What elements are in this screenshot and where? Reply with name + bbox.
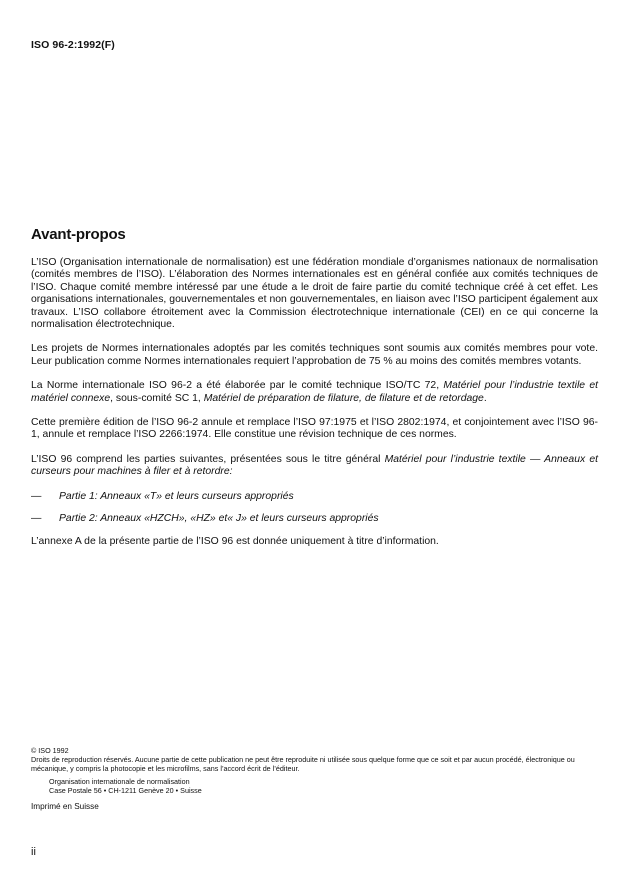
list-dash: — (31, 490, 42, 502)
list-item-text: Partie 2: Anneaux «HZCH», «HZ» et« J» et leurs curseurs appropriés (59, 513, 379, 525)
copyright-line: © ISO 1992 (31, 746, 69, 755)
paragraph-6: L’annexe A de la présente partie de l’ISO 96 est donnée uniquement à titre d’information. (31, 535, 439, 547)
list-dash: — (31, 513, 42, 525)
list-item (31, 513, 598, 525)
rights-notice: Droits de reproduction réservés. Aucune partie de cette publication ne peut être reproduite ni utilisée sous quelque forme que ce soit et par aucun procédé, électronique ou mécanique, y compris la photocopie et les microfilms, sans l’accord écrit de l’éditeur. (31, 755, 575, 773)
paragraph-3-text-end: . (483, 392, 487, 404)
paragraph-1: L’ISO (Organisation internationale de normalisation) est une fédération mondiale d’organismes nationaux de normalisation (comités membres de l’ISO). L’élaboration des Normes internationales est en général confiée aux comités techniques de l’ISO. Chaque comité membre intéressé par une étude a le droit de faire partie du comité technique créé à cet effet. Les organisations internationales, gouvernementales et non gouvernementales, en liaison avec l’ISO participent également aux travaux. L’ISO collabore étroitement avec la Commission électrotechnique internationale (CEI) en ce qui concerne la normalisation électrotechnique. (31, 257, 598, 331)
list-item-text: Partie 1: Anneaux «T» et leurs curseurs appropriés (59, 490, 294, 502)
postal-address: Case Postale 56 • CH-1211 Genève 20 • Suisse (49, 785, 202, 795)
paragraph-5-title: Matériel pour l’industrie textile — Anneaux et curseurs pour machines à filer et à retordre: (31, 453, 598, 478)
paragraph-5-text-start: L’ISO 96 comprend les parties suivantes, présentées sous le titre général (31, 453, 385, 465)
copyright-block (31, 747, 598, 811)
paragraph-3-title-1: Matériel pour l’industrie textile et matériel connexe (31, 380, 598, 404)
foreword-body (31, 257, 598, 560)
paragraph-3-text-middle: , sous-comité SC 1, (110, 392, 204, 404)
organisation-name: Organisation internationale de normalisation (49, 777, 190, 787)
printed-location: Imprimé en Suisse (31, 802, 99, 812)
list-item (31, 491, 598, 503)
document-id: ISO 96-2:1992(F) (31, 39, 115, 51)
page-number: ii (31, 846, 36, 858)
paragraph-5 (31, 454, 598, 479)
publisher-address (49, 778, 598, 795)
paragraph-3-text-start: La Norme internationale ISO 96-2 a été élaborée par le comité technique ISO/TC 72, (31, 380, 444, 392)
paragraph-3 (31, 380, 598, 405)
paragraph-3-title-2: Matériel de préparation de filature, de filature et de retordage (203, 392, 484, 404)
section-title: Avant-propos (31, 226, 126, 243)
paragraph-2: Les projets de Normes internationales adoptés par les comités techniques sont soumis aux comités membres pour vote. Leur publication comme Normes internationales requiert l’approbation de 75 % au moins des comités membres votants. (31, 343, 598, 367)
paragraph-4: Cette première édition de l’ISO 96-2 annule et remplace l’ISO 97:1975 et l’ISO 2802:1974, et conjointement avec l’ISO 96-1, annule et remplace l’ISO 2266:1974. Elle constitue une révision technique de ces normes. (31, 417, 598, 441)
